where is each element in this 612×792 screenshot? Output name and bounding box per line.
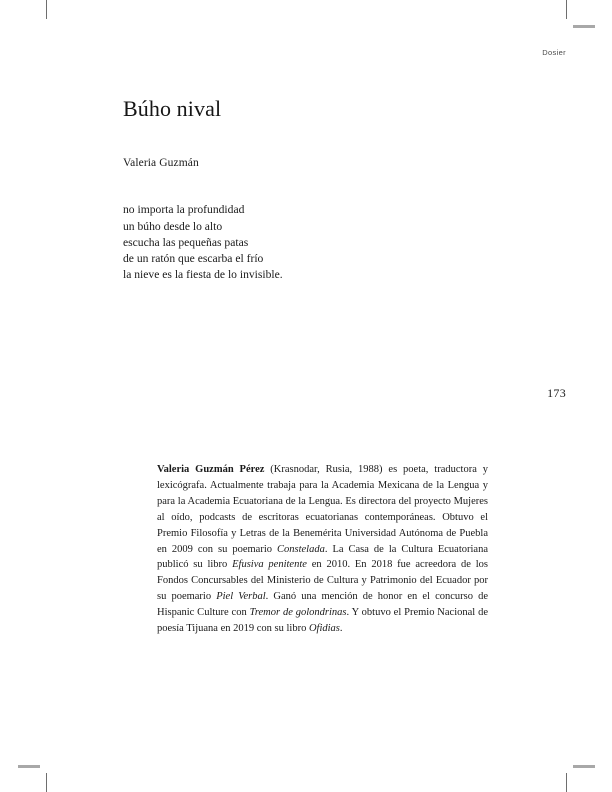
page-number: 173 (547, 386, 566, 400)
running-head: Dosier (542, 48, 566, 57)
poem-block (123, 96, 453, 284)
crop-mark-top-left-icon (46, 0, 47, 19)
rule-mark-bottom-right-icon (573, 765, 595, 768)
bio-book-title: Piel Verbal (216, 591, 266, 603)
poem-line: un búho desde lo alto (123, 219, 223, 233)
bio-book-title: Constelada (277, 543, 325, 555)
author-biography (157, 462, 488, 637)
bio-text: . Y obtuvo el Premio Nacional de poesía Tijuana en 2019 con su libro (157, 607, 488, 635)
poem-line: la nieve es la fiesta de lo invisible. (123, 268, 283, 282)
bio-book-title: Tremor de golondrinas (249, 607, 347, 619)
rule-mark-top-right-icon (573, 25, 595, 28)
poem-line: de un ratón que escarba el frío (123, 252, 264, 266)
bio-text: . La Casa de la Cultura Ecuatoriana publicó su libro (157, 543, 488, 571)
bio-book-title: Efusiva penitente (232, 559, 307, 571)
poem-author: Valeria Guzmán (123, 157, 199, 170)
bio-text: . (339, 623, 343, 635)
crop-mark-top-right-icon (566, 0, 567, 19)
page-title: Búho nival (123, 96, 222, 121)
poem-line: escucha las pequeñas patas (123, 235, 249, 249)
crop-mark-bottom-right-icon (566, 773, 567, 792)
crop-mark-bottom-left-icon (46, 773, 47, 792)
bio-book-title: Ofidias (308, 623, 340, 635)
poem-body (123, 169, 453, 283)
bio-text: (Krasnodar, Rusia, 1988) es poeta, traductora y lexicógrafa. Actualmente trabaja para la Academia Mexicana de la Lengua y para la Academia Ecuatoriana de la Lengua. Es directora del proyecto Mujeres al oído, podcasts de escritoras ecuatorianas contemporáneas. Obtuvo el Premio Filosofía y Letras de la Benemérita Universidad Autónoma de Puebla en 2009 con su poemario (157, 464, 488, 555)
bio-text: en 2010. En 2018 fue acreedora de los Fondos Concursables del Ministerio de Cultura y Patrimonio del Ecuador por su poemario (157, 559, 488, 603)
bio-text: . Ganó una mención de honor en el concurso de Hispanic Culture con (157, 591, 488, 619)
bio-author-name: Valeria Guzmán Pérez (157, 464, 265, 475)
poem-line: no importa la profundidad (123, 203, 245, 217)
rule-mark-bottom-left-icon (18, 765, 40, 768)
